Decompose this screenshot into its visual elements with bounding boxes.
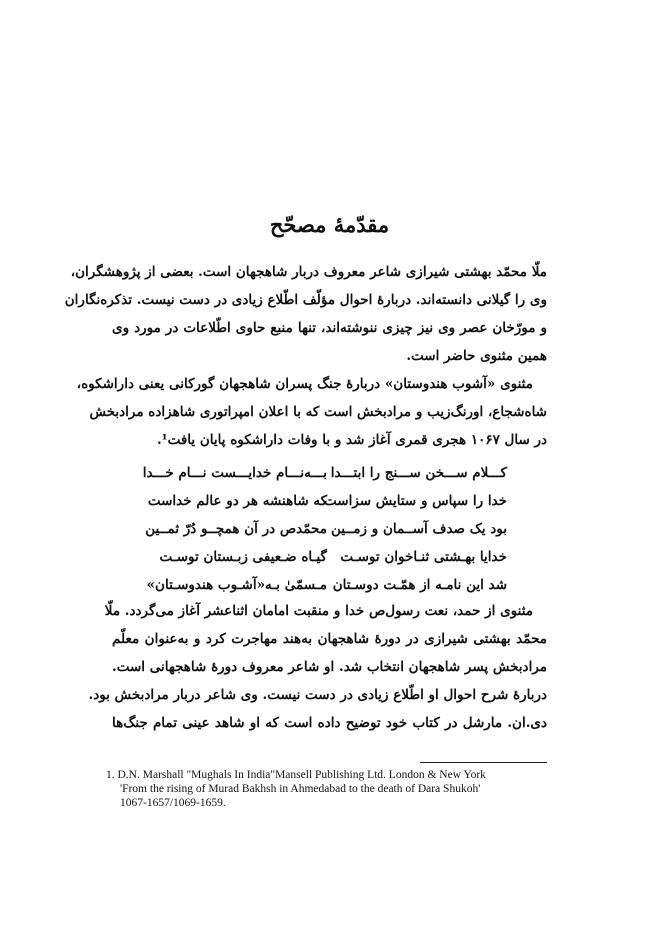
hemistich-left: که شاهنشه هر دو عالم خداست (147, 493, 327, 509)
text-line: دربارهٔ شرح احوال او اطّلاع زیادی در دست نیست. وی شاعر دربار مرادبخش بود. (88, 687, 547, 703)
text-line: در سال ۱۰۶۷ هجری قمری آغاز شد و با وفات داراشکوه پایان یافت¹. (156, 432, 547, 448)
hemistich-right: بود یک صدف آســمان و زمــین (331, 521, 507, 537)
footnote-line: 1. D.N. Marshall "Mughals In India"Mansell Publishing Ltd. London & New York (106, 769, 486, 781)
text-line: ملّا محمّد بهشتی شیرازی شاعر معروف دربار شاهجهان است. بعضی از پژوهشگران، (70, 264, 547, 280)
paragraph-2 (76, 370, 547, 454)
text-line: مثنوی از حمد، نعت رسول‌ص خدا و منقبت امامان اثناعشر آغاز می‌گردد. ملّا (104, 603, 533, 619)
footnote-line: 'From the rising of Murad Bakhsh in Ahmedabad to the death of Dara Shukoh' (120, 783, 481, 795)
hemistich-left: گیـاه ضـعیفی زبـستان توسـت (159, 549, 327, 565)
paragraph-1 (64, 258, 547, 370)
text-line: محمّد بهشتی شیرازی در دورهٔ شاهجهان به‌هند مهاجرت کرد و به‌عنوان معلّم (112, 631, 547, 647)
hemistich-left: مـسمّیٰ بـه«آشـوب هندوسـتان» (146, 577, 327, 593)
couplet (112, 571, 547, 599)
text-line: و مورّخان عصر وی نیز چیزی ننوشته‌اند، تنها منبع حاوی اطّلاعات در مورد وی (112, 320, 547, 336)
couplet (112, 459, 547, 487)
text-line: دی.ان. مارشل در کتاب خود توضیح داده است که او شاهد عینی تمام جنگ‌ها (112, 715, 547, 731)
text-line: همین مثنوی حاضر است. (406, 348, 547, 364)
footnote-divider (420, 762, 547, 763)
couplet (112, 543, 547, 571)
poem-verses (112, 459, 547, 599)
couplet (112, 487, 547, 515)
couplet (112, 515, 547, 543)
footnote (106, 768, 551, 810)
hemistich-right: خدا را سپاس و ستایش سزاست (324, 493, 507, 509)
page-title: مقدّمهٔ مصحّح (269, 212, 390, 237)
hemistich-right: کـــلام ســـخن ســـنج را ابتـــدا (330, 465, 507, 481)
paragraph-3 (88, 597, 547, 737)
hemistich-left: محمّدص در آن همچــو دُرّ ثمــین (145, 521, 327, 537)
text-line: وی را گیلانی دانسته‌اند. دربارهٔ احوال مؤلّف اطّلاع زیادی در دست نیست. تذکره‌نگاران (64, 292, 547, 308)
text-line: مثنوی «آشوب هندوستان» دربارهٔ جنگ پسران شاهجهان گورکانی یعنی داراشکوه، (76, 376, 533, 392)
hemistich-left: بـــه‌نـــام خدایـــست نـــام خـــدا (142, 465, 327, 481)
hemistich-right: شد این نامـه از همّـت دوسـتان (332, 577, 507, 593)
text-line: مرادبخش پسر شاهجهان انتخاب شد. او شاعر معروف دورهٔ شاهجهانی است. (112, 659, 547, 675)
footnote-line: 1067-1657/1069-1659. (120, 797, 226, 809)
text-line: شاه‌شجاع، اورنگ‌زیب و مرادبخش است که با اعلان امپراتوری شاهزاده مرادبخش (89, 404, 547, 420)
hemistich-right: خدایا بهـشتی ثنـاخوان توسـت (340, 549, 507, 565)
